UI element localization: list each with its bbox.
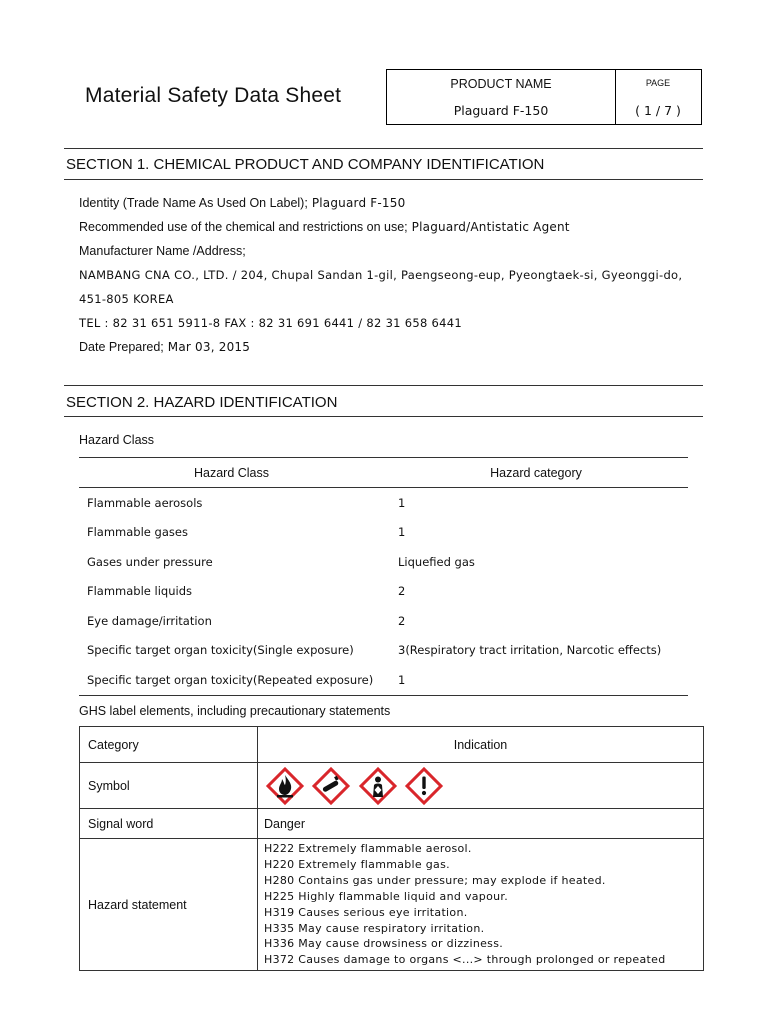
hazard-statement-label: Hazard statement xyxy=(80,839,258,971)
table-row xyxy=(79,577,688,607)
identity-line xyxy=(79,196,405,210)
hazard-class-cell: Eye damage/irritation xyxy=(87,613,212,628)
ghs-header-row xyxy=(80,727,704,763)
hazard-statement-row xyxy=(80,839,704,971)
ghs-heading: GHS label elements, including precautionary statements xyxy=(79,704,391,718)
section1-top-rule xyxy=(64,148,703,149)
health-hazard-pictogram-icon xyxy=(358,766,398,806)
table-row xyxy=(79,518,688,548)
hazard-class-column-header: Hazard Class xyxy=(79,458,384,488)
hazard-class-cell: Flammable aerosols xyxy=(87,495,203,510)
category-column-header: Category xyxy=(80,727,258,763)
section1-title: SECTION 1. CHEMICAL PRODUCT AND COMPANY IDENTIFICATION xyxy=(66,156,545,173)
hazard-category-cell: 2 xyxy=(398,613,406,628)
hazard-category-cell: 1 xyxy=(384,665,688,695)
product-info-box xyxy=(386,69,702,125)
signal-word-label: Signal word xyxy=(80,809,258,839)
tel-fax-line: TEL : 82 31 651 5911-8 FAX : 82 31 691 6441 / 82 31 658 6441 xyxy=(79,316,463,330)
hazard-statement-line: H336 May cause drowsiness or dizziness. xyxy=(264,937,504,951)
hazard-category-cell: 3(Respiratory tract irritation, Narcotic effects) xyxy=(398,643,662,658)
hazard-class-table xyxy=(79,457,688,696)
document-title: Material Safety Data Sheet xyxy=(85,84,342,107)
hazard-statement-line: H335 May cause respiratory irritation. xyxy=(264,921,485,935)
use-label: Recommended use of the chemical and restrictions on use; xyxy=(79,220,408,234)
page-label: PAGE xyxy=(645,78,671,88)
hazard-statement-line: H220 Extremely flammable gas. xyxy=(264,857,450,871)
product-name-value: Plaguard F-150 xyxy=(453,103,549,118)
product-name-label: PRODUCT NAME xyxy=(450,77,552,91)
signal-word-value: Danger xyxy=(258,809,704,839)
use-value: Plaguard/Antistatic Agent xyxy=(407,220,570,234)
hazard-statement-line: H372 Causes damage to organs <...> through prolonged or repeated xyxy=(264,953,666,967)
hazard-statement-line: H225 Highly flammable liquid and vapour. xyxy=(264,889,508,903)
symbol-label: Symbol xyxy=(80,763,258,809)
hazard-statements-cell xyxy=(258,839,704,971)
address-line-2: 451-805 KOREA xyxy=(79,292,174,306)
hazard-category-cell: 1 xyxy=(398,525,406,540)
hazard-class-cell: Flammable gases xyxy=(87,525,188,540)
identity-value: Plaguard F-150 xyxy=(307,196,406,210)
table-header-row xyxy=(79,458,688,488)
flame-pictogram-icon xyxy=(265,766,305,806)
table-row xyxy=(79,547,688,577)
hazard-statement-line: H280 Contains gas under pressure; may explode if heated. xyxy=(264,873,606,887)
signal-word-row xyxy=(80,809,704,839)
hazard-class-cell: Specific target organ toxicity(Single exposure) xyxy=(87,643,354,658)
indication-column-header: Indication xyxy=(258,727,704,763)
hazard-class-cell: Gases under pressure xyxy=(87,554,213,569)
date-value: Mar 03, 2015 xyxy=(163,340,251,354)
hazard-category-cell: 1 xyxy=(398,495,406,510)
date-line xyxy=(79,340,250,354)
symbol-row xyxy=(80,763,704,809)
identity-label: Identity (Trade Name As Used On Label); xyxy=(79,196,308,210)
hazard-class-cell: Flammable liquids xyxy=(87,584,192,599)
recommended-use-line xyxy=(79,220,570,234)
table-row xyxy=(79,665,688,695)
symbol-cell xyxy=(258,763,704,809)
table-row xyxy=(79,636,688,666)
ghs-label-table xyxy=(79,726,704,971)
address-line-1: NAMBANG CNA CO., LTD. / 204, Chupal Sandan 1-gil, Paengseong-eup, Pyeongtaek-si, Gyeonggi-do, xyxy=(79,268,683,282)
exclamation-pictogram-icon xyxy=(404,766,444,806)
hazard-statement-line: H222 Extremely flammable aerosol. xyxy=(264,842,472,855)
hazard-category-cell: 2 xyxy=(398,584,406,599)
hazard-category-column-header: Hazard category xyxy=(384,458,688,488)
hazard-category-cell: Liquefied gas xyxy=(398,554,475,569)
table-row xyxy=(79,488,688,518)
table-row xyxy=(79,606,688,636)
gas-cylinder-pictogram-icon xyxy=(311,766,351,806)
hazard-class-heading: Hazard Class xyxy=(79,433,155,447)
hazard-statement-line: H319 Causes serious eye irritation. xyxy=(264,905,468,919)
section2-top-rule xyxy=(64,385,703,386)
manufacturer-label: Manufacturer Name /Address; xyxy=(79,244,246,258)
section2-title: SECTION 2. HAZARD IDENTIFICATION xyxy=(66,394,338,411)
date-label: Date Prepared; xyxy=(79,340,164,354)
page-number: ( 1 / 7 ) xyxy=(635,103,681,118)
section2-bottom-rule xyxy=(64,416,703,417)
hazard-class-cell: Specific target organ toxicity(Repeated exposure) xyxy=(79,665,384,695)
section1-bottom-rule xyxy=(64,179,703,180)
